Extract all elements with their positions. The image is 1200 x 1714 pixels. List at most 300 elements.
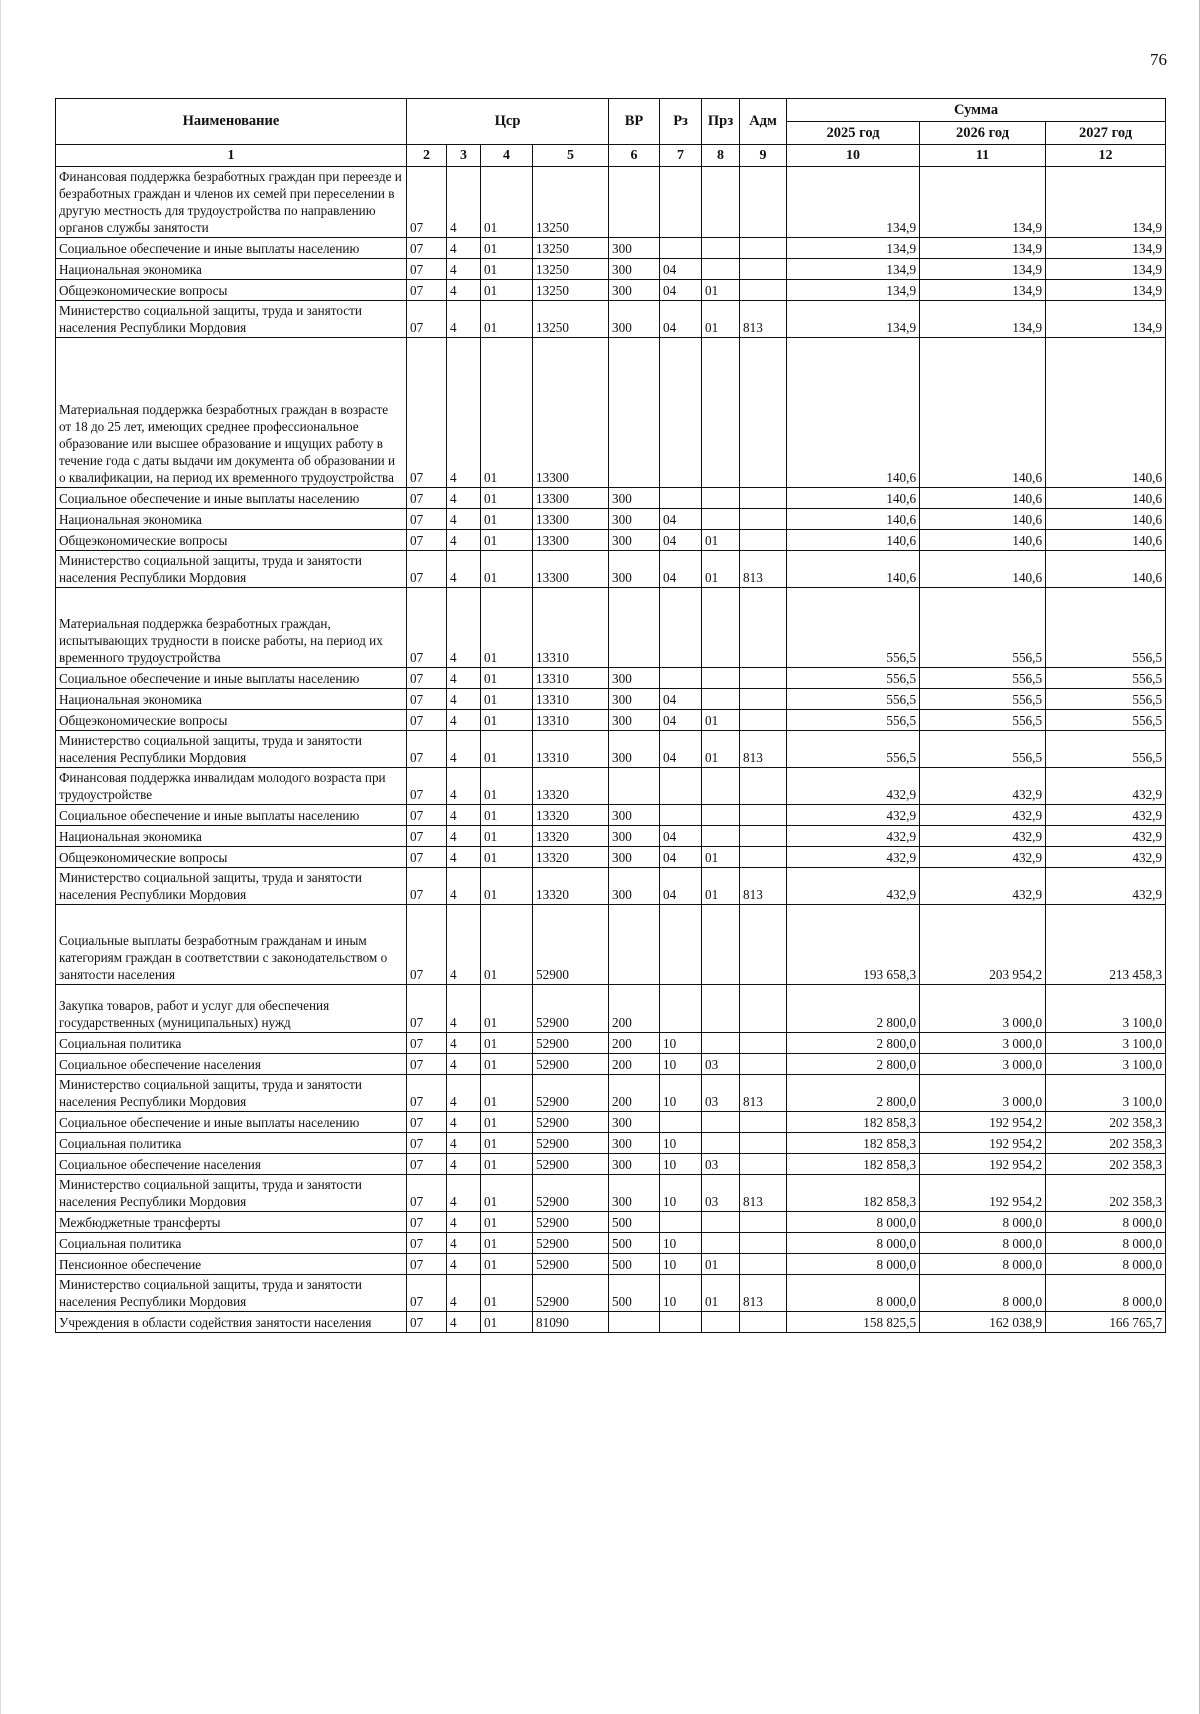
rz-code: 10 <box>660 1275 702 1312</box>
amount-2027: 3 100,0 <box>1046 1075 1166 1112</box>
csr-part-2: 4 <box>447 238 481 259</box>
adm-code <box>740 826 787 847</box>
rz-code: 04 <box>660 689 702 710</box>
table-row <box>56 238 1166 259</box>
amount-2025: 556,5 <box>787 668 920 689</box>
csr-part-1: 07 <box>407 301 447 338</box>
csr-part-1: 07 <box>407 985 447 1033</box>
csr-part-3: 01 <box>481 1233 533 1254</box>
csr-part-2: 4 <box>447 1054 481 1075</box>
prz-code: 01 <box>702 1275 740 1312</box>
header-adm: Адм <box>740 99 787 145</box>
table-row <box>56 805 1166 826</box>
vr-code: 300 <box>609 280 660 301</box>
amount-2027: 556,5 <box>1046 710 1166 731</box>
row-name: Национальная экономика <box>56 259 407 280</box>
amount-2025: 432,9 <box>787 768 920 805</box>
csr-part-3: 01 <box>481 1212 533 1233</box>
rz-code <box>660 588 702 668</box>
amount-2026: 134,9 <box>920 238 1046 259</box>
table-row <box>56 1033 1166 1054</box>
csr-part-4: 13310 <box>533 731 609 768</box>
table-row <box>56 588 1166 668</box>
row-name: Министерство социальной защиты, труда и занятости населения Республики Мордовия <box>56 731 407 768</box>
amount-2026: 140,6 <box>920 509 1046 530</box>
adm-code <box>740 530 787 551</box>
vr-code: 300 <box>609 1175 660 1212</box>
csr-part-3: 01 <box>481 1033 533 1054</box>
adm-code <box>740 847 787 868</box>
vr-code: 500 <box>609 1212 660 1233</box>
amount-2026: 140,6 <box>920 530 1046 551</box>
amount-2026: 432,9 <box>920 826 1046 847</box>
csr-part-4: 13310 <box>533 588 609 668</box>
csr-part-4: 52900 <box>533 1054 609 1075</box>
adm-code: 813 <box>740 1275 787 1312</box>
amount-2027: 140,6 <box>1046 530 1166 551</box>
amount-2026: 3 000,0 <box>920 1033 1046 1054</box>
csr-part-1: 07 <box>407 1033 447 1054</box>
prz-code <box>702 768 740 805</box>
prz-code <box>702 1133 740 1154</box>
amount-2025: 8 000,0 <box>787 1233 920 1254</box>
csr-part-3: 01 <box>481 868 533 905</box>
rz-code <box>660 905 702 985</box>
vr-code: 300 <box>609 847 660 868</box>
csr-part-1: 07 <box>407 509 447 530</box>
csr-part-1: 07 <box>407 551 447 588</box>
vr-code: 300 <box>609 710 660 731</box>
csr-part-1: 07 <box>407 530 447 551</box>
vr-code: 300 <box>609 1112 660 1133</box>
header-year-2026: 2026 год <box>920 122 1046 145</box>
colnum: 7 <box>660 145 702 167</box>
amount-2027: 3 100,0 <box>1046 985 1166 1033</box>
csr-part-1: 07 <box>407 1154 447 1175</box>
csr-part-3: 01 <box>481 905 533 985</box>
colnum: 4 <box>481 145 533 167</box>
vr-code: 300 <box>609 530 660 551</box>
csr-part-2: 4 <box>447 1133 481 1154</box>
csr-part-4: 13320 <box>533 768 609 805</box>
csr-part-3: 01 <box>481 167 533 238</box>
csr-part-1: 07 <box>407 1254 447 1275</box>
rz-code: 04 <box>660 731 702 768</box>
csr-part-3: 01 <box>481 338 533 488</box>
rz-code: 04 <box>660 847 702 868</box>
adm-code <box>740 805 787 826</box>
csr-part-2: 4 <box>447 1175 481 1212</box>
table-row <box>56 530 1166 551</box>
header-row-1 <box>56 99 1166 122</box>
rz-code: 04 <box>660 301 702 338</box>
vr-code: 300 <box>609 1154 660 1175</box>
amount-2026: 556,5 <box>920 668 1046 689</box>
csr-part-3: 01 <box>481 826 533 847</box>
table-row <box>56 301 1166 338</box>
amount-2026: 140,6 <box>920 551 1046 588</box>
amount-2027: 3 100,0 <box>1046 1054 1166 1075</box>
table-row <box>56 985 1166 1033</box>
table-row <box>56 551 1166 588</box>
amount-2026: 556,5 <box>920 710 1046 731</box>
csr-part-2: 4 <box>447 259 481 280</box>
table-row <box>56 668 1166 689</box>
csr-part-2: 4 <box>447 488 481 509</box>
vr-code: 300 <box>609 259 660 280</box>
amount-2025: 140,6 <box>787 509 920 530</box>
amount-2025: 2 800,0 <box>787 1033 920 1054</box>
csr-part-3: 01 <box>481 668 533 689</box>
vr-code <box>609 338 660 488</box>
amount-2027: 8 000,0 <box>1046 1254 1166 1275</box>
colnum: 2 <box>407 145 447 167</box>
row-name: Учреждения в области содействия занятости населения <box>56 1312 407 1333</box>
amount-2027: 8 000,0 <box>1046 1212 1166 1233</box>
prz-code <box>702 1233 740 1254</box>
amount-2027: 134,9 <box>1046 259 1166 280</box>
adm-code <box>740 668 787 689</box>
csr-part-4: 52900 <box>533 1275 609 1312</box>
rz-code: 04 <box>660 551 702 588</box>
amount-2027: 202 358,3 <box>1046 1175 1166 1212</box>
amount-2026: 432,9 <box>920 868 1046 905</box>
rz-code <box>660 805 702 826</box>
csr-part-2: 4 <box>447 1212 481 1233</box>
row-name: Материальная поддержка безработных граждан, испытывающих трудности в поиске работы, на период их временного трудоустройства <box>56 588 407 668</box>
amount-2026: 192 954,2 <box>920 1154 1046 1175</box>
amount-2026: 192 954,2 <box>920 1133 1046 1154</box>
csr-part-1: 07 <box>407 689 447 710</box>
amount-2025: 193 658,3 <box>787 905 920 985</box>
csr-part-3: 01 <box>481 1154 533 1175</box>
header-year-2027: 2027 год <box>1046 122 1166 145</box>
csr-part-2: 4 <box>447 1254 481 1275</box>
colnum: 10 <box>787 145 920 167</box>
adm-code: 813 <box>740 1175 787 1212</box>
amount-2026: 8 000,0 <box>920 1233 1046 1254</box>
rz-code <box>660 1112 702 1133</box>
amount-2027: 556,5 <box>1046 588 1166 668</box>
table-row <box>56 1112 1166 1133</box>
prz-code <box>702 167 740 238</box>
vr-code: 300 <box>609 509 660 530</box>
adm-code <box>740 1154 787 1175</box>
csr-part-1: 07 <box>407 1275 447 1312</box>
amount-2025: 140,6 <box>787 338 920 488</box>
amount-2027: 432,9 <box>1046 768 1166 805</box>
row-name: Финансовая поддержка безработных граждан при переезде и безработных граждан и членов их семей при переселении в другую местность для трудоустройства по направлению органов службы занятости <box>56 167 407 238</box>
vr-code <box>609 768 660 805</box>
csr-part-2: 4 <box>447 668 481 689</box>
vr-code <box>609 905 660 985</box>
amount-2025: 134,9 <box>787 280 920 301</box>
csr-part-2: 4 <box>447 868 481 905</box>
header-csr: Цср <box>407 99 609 145</box>
vr-code <box>609 588 660 668</box>
csr-part-2: 4 <box>447 551 481 588</box>
csr-part-4: 13250 <box>533 280 609 301</box>
amount-2025: 134,9 <box>787 167 920 238</box>
csr-part-3: 01 <box>481 238 533 259</box>
row-name: Социальная политика <box>56 1233 407 1254</box>
prz-code <box>702 259 740 280</box>
rz-code <box>660 338 702 488</box>
csr-part-3: 01 <box>481 689 533 710</box>
csr-part-4: 52900 <box>533 905 609 985</box>
amount-2027: 432,9 <box>1046 847 1166 868</box>
table-row <box>56 1054 1166 1075</box>
csr-part-1: 07 <box>407 1312 447 1333</box>
csr-part-1: 07 <box>407 847 447 868</box>
vr-code: 500 <box>609 1275 660 1312</box>
prz-code: 03 <box>702 1054 740 1075</box>
csr-part-1: 07 <box>407 1175 447 1212</box>
csr-part-4: 13250 <box>533 259 609 280</box>
csr-part-2: 4 <box>447 280 481 301</box>
rz-code <box>660 768 702 805</box>
amount-2027: 140,6 <box>1046 338 1166 488</box>
amount-2026: 203 954,2 <box>920 905 1046 985</box>
csr-part-2: 4 <box>447 710 481 731</box>
vr-code: 300 <box>609 238 660 259</box>
csr-part-1: 07 <box>407 1075 447 1112</box>
rz-code: 04 <box>660 280 702 301</box>
row-name: Пенсионное обеспечение <box>56 1254 407 1275</box>
adm-code <box>740 259 787 280</box>
amount-2025: 134,9 <box>787 238 920 259</box>
adm-code <box>740 338 787 488</box>
row-name: Материальная поддержка безработных граждан в возрасте от 18 до 25 лет, имеющих среднее профессиональное образование или высшее образование и ищущих работу в течение года с даты выдачи им документа об образовании и о квалификации, на период их временного трудоустройства <box>56 338 407 488</box>
prz-code <box>702 588 740 668</box>
csr-part-4: 52900 <box>533 1254 609 1275</box>
vr-code: 300 <box>609 1133 660 1154</box>
table-row <box>56 1275 1166 1312</box>
row-name: Министерство социальной защиты, труда и занятости населения Республики Мордовия <box>56 1275 407 1312</box>
rz-code: 10 <box>660 1175 702 1212</box>
csr-part-3: 01 <box>481 1275 533 1312</box>
csr-part-1: 07 <box>407 905 447 985</box>
adm-code <box>740 905 787 985</box>
vr-code: 300 <box>609 731 660 768</box>
prz-code <box>702 905 740 985</box>
amount-2027: 8 000,0 <box>1046 1275 1166 1312</box>
prz-code: 01 <box>702 847 740 868</box>
adm-code: 813 <box>740 551 787 588</box>
amount-2027: 202 358,3 <box>1046 1133 1166 1154</box>
row-name: Национальная экономика <box>56 689 407 710</box>
prz-code <box>702 509 740 530</box>
csr-part-4: 13310 <box>533 689 609 710</box>
rz-code: 10 <box>660 1254 702 1275</box>
amount-2025: 158 825,5 <box>787 1312 920 1333</box>
csr-part-2: 4 <box>447 985 481 1033</box>
row-name: Общеэкономические вопросы <box>56 280 407 301</box>
adm-code <box>740 1212 787 1233</box>
prz-code: 01 <box>702 301 740 338</box>
csr-part-4: 52900 <box>533 1212 609 1233</box>
csr-part-3: 01 <box>481 588 533 668</box>
amount-2026: 134,9 <box>920 167 1046 238</box>
csr-part-1: 07 <box>407 338 447 488</box>
amount-2025: 8 000,0 <box>787 1275 920 1312</box>
csr-part-2: 4 <box>447 1075 481 1112</box>
csr-part-3: 01 <box>481 731 533 768</box>
csr-part-3: 01 <box>481 1075 533 1112</box>
vr-code: 300 <box>609 668 660 689</box>
csr-part-1: 07 <box>407 805 447 826</box>
csr-part-4: 13250 <box>533 301 609 338</box>
adm-code <box>740 509 787 530</box>
amount-2026: 432,9 <box>920 805 1046 826</box>
row-name: Социальная политика <box>56 1133 407 1154</box>
adm-code <box>740 1254 787 1275</box>
amount-2025: 182 858,3 <box>787 1175 920 1212</box>
colnum: 5 <box>533 145 609 167</box>
vr-code: 300 <box>609 488 660 509</box>
row-name: Социальное обеспечение и иные выплаты населению <box>56 488 407 509</box>
csr-part-4: 52900 <box>533 1175 609 1212</box>
row-name: Общеэкономические вопросы <box>56 847 407 868</box>
csr-part-3: 01 <box>481 488 533 509</box>
adm-code <box>740 167 787 238</box>
csr-part-1: 07 <box>407 868 447 905</box>
prz-code: 01 <box>702 868 740 905</box>
table-row <box>56 905 1166 985</box>
amount-2027: 432,9 <box>1046 868 1166 905</box>
amount-2026: 162 038,9 <box>920 1312 1046 1333</box>
row-name: Министерство социальной защиты, труда и занятости населения Республики Мордовия <box>56 551 407 588</box>
vr-code: 300 <box>609 301 660 338</box>
vr-code: 500 <box>609 1233 660 1254</box>
amount-2027: 134,9 <box>1046 280 1166 301</box>
rz-code <box>660 488 702 509</box>
csr-part-4: 52900 <box>533 985 609 1033</box>
csr-part-4: 52900 <box>533 1075 609 1112</box>
csr-part-4: 13250 <box>533 167 609 238</box>
adm-code <box>740 588 787 668</box>
prz-code <box>702 338 740 488</box>
prz-code <box>702 985 740 1033</box>
csr-part-2: 4 <box>447 301 481 338</box>
csr-part-1: 07 <box>407 588 447 668</box>
adm-code: 813 <box>740 868 787 905</box>
csr-part-1: 07 <box>407 826 447 847</box>
row-name: Социальные выплаты безработным гражданам и иным категориям граждан в соответствии с законодательством о занятости населения <box>56 905 407 985</box>
row-name: Национальная экономика <box>56 509 407 530</box>
csr-part-4: 13250 <box>533 238 609 259</box>
csr-part-2: 4 <box>447 338 481 488</box>
csr-part-2: 4 <box>447 530 481 551</box>
amount-2025: 134,9 <box>787 301 920 338</box>
table-row <box>56 768 1166 805</box>
amount-2025: 432,9 <box>787 847 920 868</box>
row-name: Национальная экономика <box>56 826 407 847</box>
adm-code <box>740 238 787 259</box>
amount-2025: 432,9 <box>787 868 920 905</box>
csr-part-3: 01 <box>481 710 533 731</box>
table-row <box>56 1175 1166 1212</box>
amount-2026: 140,6 <box>920 338 1046 488</box>
vr-code: 200 <box>609 985 660 1033</box>
prz-code <box>702 805 740 826</box>
amount-2025: 182 858,3 <box>787 1112 920 1133</box>
rz-code <box>660 167 702 238</box>
table-row <box>56 1075 1166 1112</box>
vr-code: 300 <box>609 826 660 847</box>
header-vr: ВР <box>609 99 660 145</box>
amount-2025: 182 858,3 <box>787 1133 920 1154</box>
header-name: Наименование <box>56 99 407 145</box>
csr-part-1: 07 <box>407 710 447 731</box>
table-row <box>56 847 1166 868</box>
csr-part-2: 4 <box>447 1112 481 1133</box>
adm-code <box>740 1054 787 1075</box>
row-name: Общеэкономические вопросы <box>56 710 407 731</box>
csr-part-2: 4 <box>447 1154 481 1175</box>
rz-code <box>660 1212 702 1233</box>
row-name: Министерство социальной защиты, труда и занятости населения Республики Мордовия <box>56 1075 407 1112</box>
amount-2026: 3 000,0 <box>920 985 1046 1033</box>
csr-part-3: 01 <box>481 985 533 1033</box>
prz-code <box>702 826 740 847</box>
prz-code: 01 <box>702 530 740 551</box>
row-name: Министерство социальной защиты, труда и занятости населения Республики Мордовия <box>56 868 407 905</box>
rz-code: 04 <box>660 710 702 731</box>
amount-2027: 556,5 <box>1046 731 1166 768</box>
amount-2025: 140,6 <box>787 530 920 551</box>
table-row <box>56 509 1166 530</box>
csr-part-3: 01 <box>481 301 533 338</box>
csr-part-2: 4 <box>447 1233 481 1254</box>
vr-code: 200 <box>609 1054 660 1075</box>
vr-code: 300 <box>609 689 660 710</box>
csr-part-4: 13320 <box>533 847 609 868</box>
csr-part-1: 07 <box>407 1212 447 1233</box>
csr-part-2: 4 <box>447 689 481 710</box>
prz-code: 03 <box>702 1175 740 1212</box>
csr-part-3: 01 <box>481 509 533 530</box>
amount-2027: 213 458,3 <box>1046 905 1166 985</box>
csr-part-4: 13320 <box>533 826 609 847</box>
csr-part-2: 4 <box>447 826 481 847</box>
csr-part-1: 07 <box>407 668 447 689</box>
csr-part-1: 07 <box>407 731 447 768</box>
colnum: 3 <box>447 145 481 167</box>
csr-part-4: 13320 <box>533 868 609 905</box>
rz-code: 10 <box>660 1133 702 1154</box>
row-name: Социальное обеспечение населения <box>56 1054 407 1075</box>
amount-2026: 134,9 <box>920 259 1046 280</box>
prz-code: 03 <box>702 1154 740 1175</box>
row-name: Министерство социальной защиты, труда и занятости населения Республики Мордовия <box>56 1175 407 1212</box>
csr-part-4: 52900 <box>533 1154 609 1175</box>
csr-part-3: 01 <box>481 805 533 826</box>
csr-part-2: 4 <box>447 588 481 668</box>
rz-code: 04 <box>660 509 702 530</box>
amount-2027: 140,6 <box>1046 551 1166 588</box>
prz-code <box>702 238 740 259</box>
amount-2027: 202 358,3 <box>1046 1154 1166 1175</box>
csr-part-4: 13310 <box>533 710 609 731</box>
table-row <box>56 338 1166 488</box>
amount-2027: 3 100,0 <box>1046 1033 1166 1054</box>
table-row <box>56 710 1166 731</box>
csr-part-1: 07 <box>407 280 447 301</box>
amount-2027: 432,9 <box>1046 826 1166 847</box>
table-row <box>56 1312 1166 1333</box>
csr-part-3: 01 <box>481 847 533 868</box>
